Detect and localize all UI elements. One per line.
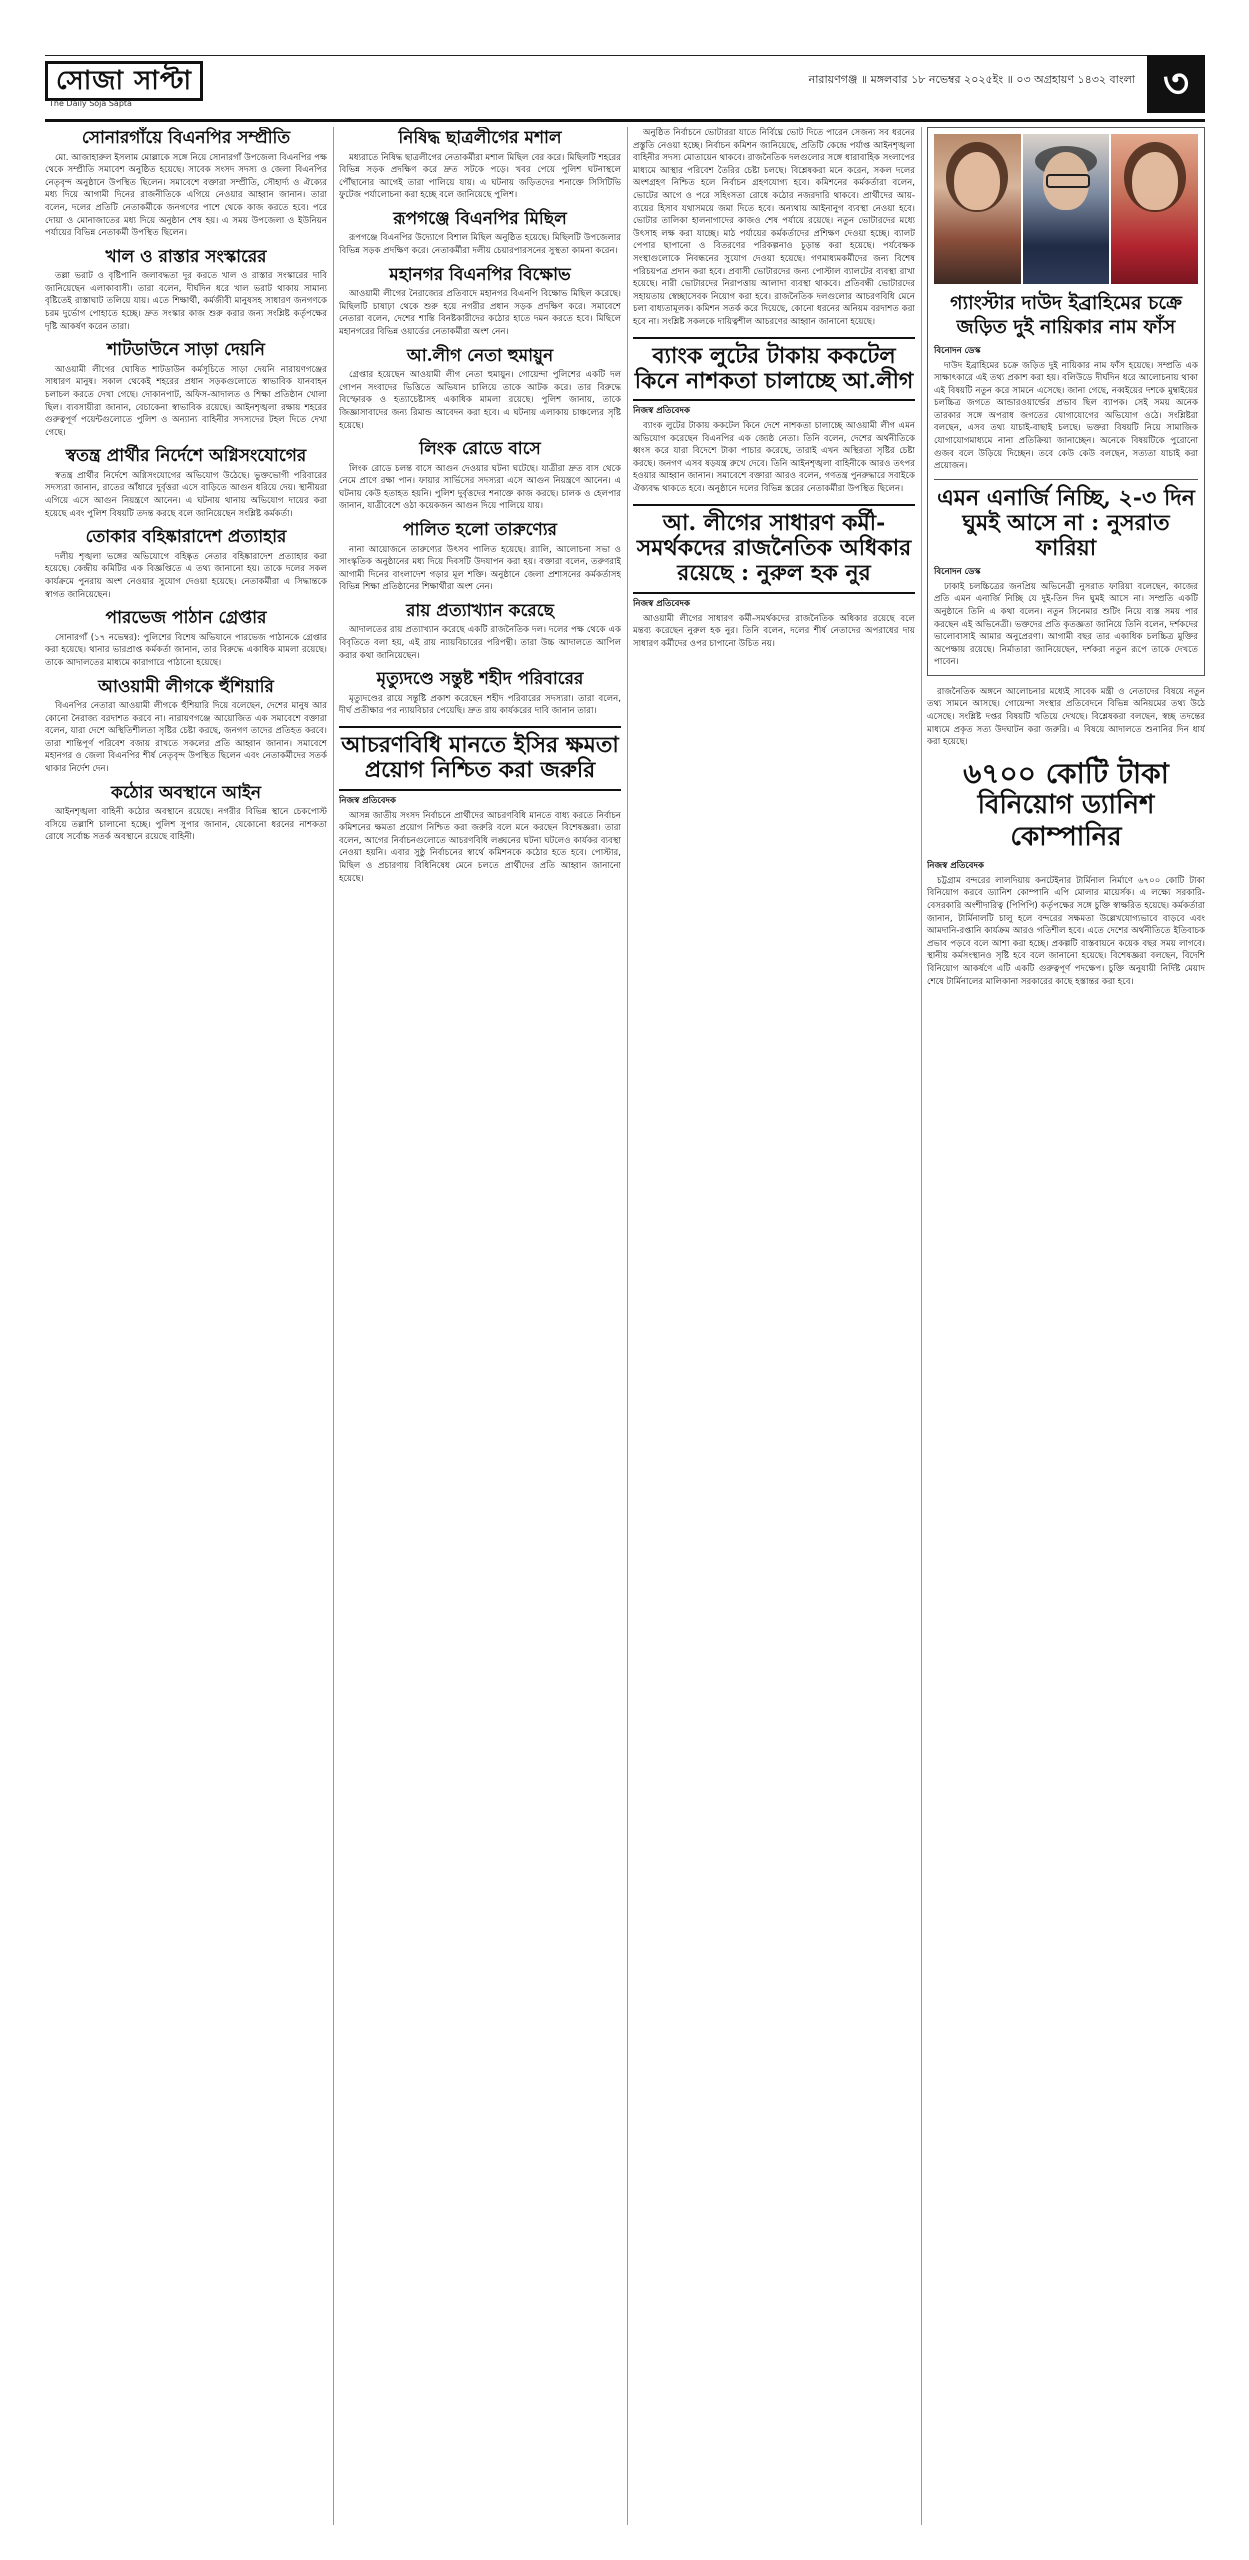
headline: রূপগঞ্জে বিএনপির মিছিল (393, 208, 567, 229)
column-divider (333, 127, 334, 2525)
story-rupganj (339, 210, 621, 258)
headline: আচরণবিধি মানতে ইসির ক্ষমতা প্রয়োগ নিশ্চিত করা জরুরি (339, 726, 621, 791)
column-divider (921, 127, 922, 2525)
story-martyr-family (339, 670, 621, 718)
headline: স্বতন্ত্র প্রার্থীর নির্দেশে অগ্নিসংযোগের (65, 446, 307, 467)
feature-body: দাউদ ইব্রাহিমের চক্রে জড়িত দুই নায়িকার নাম ফাঁস হয়েছে। সম্প্রতি এক সাক্ষাৎকারে এই তথ্য প্রকাশ করা হয়। বলিউডে দীর্ঘদিন ধরে আলোচনায় থাকা এই বিষয়টি নতুন করে সামনে এসেছে। জানা গেছে, নব্বইয়ের দশকে মুম্বাইয়ের চলচ্চিত্র জগতে আন্ডারওয়ার্ল্ডের প্রভাব ছিল ব্যাপক। সেই সময় অনেক তারকার সঙ্গে অপরাধ জগতের যোগাযোগের অভিযোগ ওঠে। সংশ্লিষ্টরা বলছেন, এসব তথ্য যাচাই-বাছাই চলছে। ভক্তরা বিষয়টি নিয়ে সামাজিক যোগাযোগমাধ্যমে নানা প্রতিক্রিয়া জানাচ্ছেন। অনেকে বিষয়টিকে পুরোনো গুজব বলে উড়িয়ে দিচ্ছেন। তবে কেউ কেউ বলছেন, সত্যতা যাচাই করা প্রয়োজন। (934, 360, 1198, 472)
headline: মৃত্যুদণ্ডে সন্তুষ্ট শহীদ পরিবারের (376, 669, 584, 690)
feature-box (927, 127, 1205, 676)
story-torch-rally (339, 129, 621, 202)
newspaper-page (45, 55, 1205, 2525)
divider (934, 479, 1198, 480)
headline (927, 757, 1205, 853)
story-body: রূপগঞ্জে বিএনপির উদ্যোগে বিশাল মিছিল অনুষ্ঠিত হয়েছে। মিছিলটি উপজেলার বিভিন্ন সড়ক প্রদক্ষিণ করে। নেতাকর্মীরা দলীয় চেয়ারপারসনের সুস্থতা কামনা করেন। (339, 233, 621, 257)
headline: পালিত হলো তারুণ্যের (402, 520, 558, 541)
story-verdict-rejected (339, 602, 621, 662)
column-divider (627, 127, 628, 2525)
headline: আ. লীগের সাধারণ কর্মী-সমর্থকদের রাজনৈতিক অধিকার রয়েছে : নুরুল হক নুর (633, 504, 915, 594)
story-law (45, 784, 327, 844)
story-body: আওয়ামী লীগের ঘোষিত শাটডাউন কর্মসূচিতে সাড়া দেয়নি নারায়ণগঞ্জের সাধারণ মানুষ। সকাল থেকেই শহরের প্রধান সড়কগুলোতে স্বাভাবিক যানবাহন চলাচল করতে দেখা গেছে। দোকানপাট, অফিস-আদালত ও শিক্ষা প্রতিষ্ঠান খোলা ছিল। ব্যবসায়ীরা জানান, বেচাকেনা স্বাভাবিক রয়েছে। আইনশৃঙ্খলা রক্ষায় শহরের গুরুত্বপূর্ণ পয়েন্টগুলোতে পুলিশ ও অন্যান্য বাহিনীর সদস্যদের টহল দিতে দেখা গেছে। (45, 364, 327, 438)
byline: নিজস্ব প্রতিবেদক (927, 860, 984, 871)
logo-text: সোজা সাপ্টা (45, 61, 203, 101)
feature-headline: গ্যাংস্টার দাউদ ইব্রাহিমের চক্রে জড়িত দুই নায়িকার নাম ফাঁস (950, 292, 1182, 338)
story-shutdown (45, 341, 327, 439)
story-body: সোনারগাঁ (১৭ নভেম্বর): পুলিশের বিশেষ অভিযানে পারভেজ পাঠানকে গ্রেপ্তার করা হয়েছে। থানার ভারপ্রাপ্ত কর্মকর্তা জানান, তার বিরুদ্ধে একাধিক মামলা রয়েছে। তাকে আদালতের মাধ্যমে কারাগারে পাঠানো হয়েছে। (45, 632, 327, 668)
story-danish-investment (927, 757, 1205, 988)
face-shape (954, 152, 1000, 210)
actress-photo-1 (934, 134, 1021, 284)
story-expulsion (45, 528, 327, 601)
headline: এমন এনার্জি নিচ্ছি, ২-৩ দিন ঘুমই আসে না : নুসরাত ফারিয়া (937, 484, 1195, 562)
column-c (633, 127, 915, 2525)
story-body: রাজনৈতিক অঙ্গনে আলোচনার মধ্যেই সাবেক মন্ত্রী ও নেতাদের বিষয়ে নতুন তথ্য সামনে আসছে। গোয়েন্দা সংস্থার প্রতিবেদনে বিভিন্ন অনিয়মের তথ্য উঠে এসেছে। সংশ্লিষ্ট দপ্তর বিষয়টি খতিয়ে দেখছে। বিশ্লেষকরা বলছেন, স্বচ্ছ তদন্তের মাধ্যমে প্রকৃত সত্য উদঘাটন করা জরুরি। এ বিষয়ে আদালতে শুনানির দিন ধার্য করা হয়েছে। (927, 686, 1205, 748)
page-number: ৩ (1147, 55, 1205, 113)
column-a (45, 127, 327, 2525)
byline: নিজস্ব প্রতিবেদক (633, 598, 690, 609)
story-body: বিএনপির নেতারা আওয়ামী লীগকে হুঁশিয়ারি দিয়ে বলেছেন, দেশের মানুষ আর কোনো নৈরাজ্য বরদাশত করবে না। নারায়ণগঞ্জে আয়োজিত এক সমাবেশে বক্তারা বলেন, যারা দেশে অস্থিতিশীলতা সৃষ্টির চেষ্টা করছে, জনগণ তাদের প্রতিহত করবে। তারা শান্তিপূর্ণ পরিবেশ বজায় রাখতে সকলের প্রতি আহ্বান জানান। সমাবেশে মহানগর ও জেলা বিএনপির শীর্ষ নেতৃবৃন্দ উপস্থিত ছিলেন এবং নেতাকর্মীদের সতর্ক থাকার নির্দেশ দেন। (45, 701, 327, 775)
actress-photo-2 (1111, 134, 1198, 284)
byline: নিজস্ব প্রতিবেদক (633, 406, 690, 417)
story-body: ব্যাংক লুটের টাকায় ককটেল কিনে দেশে নাশকতা চালাচ্ছে আওয়ামী লীগ এমন অভিযোগ করেছেন বিএনপির এক জ্যেষ্ঠ নেতা। তিনি বলেন, দেশের অর্থনীতিকে ধ্বংস করে যারা বিদেশে টাকা পাচার করেছে, তারাই এখন অস্থিরতা সৃষ্টির চেষ্টা করছে। জনগণ এসব ষড়যন্ত্র রুখে দেবে। তিনি আইনশৃঙ্খলা বাহিনীকে আরও তৎপর হওয়ার আহ্বান জানান। সমাবেশে বক্তারা আরও বলেন, গণতন্ত্র পুনরুদ্ধারে সবাইকে ঐক্যবদ্ধ থাকতে হবে। অনুষ্ঠানে দলের বিভিন্ন স্তরের নেতাকর্মীরা উপস্থিত ছিলেন। (633, 421, 915, 495)
headline: রায় প্রত্যাখ্যান করেছে (406, 600, 554, 621)
story-body: মৃত্যুদণ্ডের রায়ে সন্তুষ্টি প্রকাশ করেছেন শহীদ পরিবারের সদস্যরা। তারা বলেন, দীর্ঘ প্রতীক্ষার পর ন্যায়বিচার পেয়েছি। দ্রুত রায় কার্যকরের দাবি জানান তারা। (339, 693, 621, 717)
story-politics (927, 686, 1205, 749)
headline: সোনারগাঁয়ে বিএনপির সম্প্রীতি (81, 128, 291, 148)
story-ec-power (339, 726, 621, 885)
logo-subtitle: The Daily Soja Sapta (49, 99, 132, 108)
headline: কঠোর অবস্থানে আইন (110, 782, 262, 803)
byline: বিনোদন ডেস্ক (934, 566, 981, 577)
column-d (927, 127, 1205, 2525)
story-protest (339, 266, 621, 339)
story-body: ঢাকাই চলচ্চিত্রের জনপ্রিয় অভিনেত্রী নুসরাত ফারিয়া বলেছেন, কাজের প্রতি এমন এনার্জি নিচ্ছি যে দুই-তিন দিন ঘুমই আসে না। সম্প্রতি একটি অনুষ্ঠানে তিনি এ কথা বলেন। নতুন সিনেমার শুটিং নিয়ে ব্যস্ত সময় পার করছেন এই অভিনেত্রী। ভক্তদের প্রতি কৃতজ্ঞতা জানিয়ে তিনি বলেন, দর্শকদের ভালোবাসাই আমার অনুপ্রেরণা। আগামী বছর তার একাধিক চলচ্চিত্র মুক্তির অপেক্ষায় রয়েছে। নির্মাতারা জানিয়েছেন, দর্শকরা নতুন রূপে তাকে দেখতে পাবেন। (934, 581, 1198, 668)
face-shape (1132, 152, 1178, 210)
story-body: মো. আজাহারুল ইসলাম মোল্লাকে সঙ্গে নিয়ে সোনারগাঁ উপজেলা বিএনপির পক্ষ থেকে সম্প্রীতি সমাবেশ অনুষ্ঠিত হয়েছে। সাবেক সংসদ সদস্য ও জেলা বিএনপির নেতৃবৃন্দ অনুষ্ঠানে উপস্থিত ছিলেন। সমাবেশে বক্তারা সম্প্রীতি, সৌহার্দ্য ও ঐক্যের মধ্য দিয়ে আগামী দিনের রাজনীতিকে এগিয়ে নেওয়ার আহ্বান জানান। তারা বলেন, দলের প্রতিটি নেতাকর্মীকে জনগণের পাশে থেকে কাজ করতে হবে। পরে দোয়া ও মোনাজাতের মধ্য দিয়ে অনুষ্ঠান শেষ হয়। এ সময় উপজেলা ও ইউনিয়ন পর্যায়ের বিভিন্ন নেতাকর্মী উপস্থিত ছিলেন। (45, 152, 327, 239)
headline: আওয়ামী লীগকে হুঁশিয়ারি (98, 676, 274, 697)
story-election-prep (633, 127, 915, 329)
headline: লিংক রোডে বাসে (419, 439, 541, 460)
story-arrest (45, 609, 327, 669)
story-body: গ্রেপ্তার হয়েছেন আওয়ামী লীগ নেতা হুমায়ুন। গোয়েন্দা পুলিশের একটি দল গোপন সংবাদের ভিত্তিতে অভিযান চালিয়ে তাকে আটক করে। তার বিরুদ্ধে বিস্ফোরক ও হত্যাচেষ্টাসহ একাধিক মামলা রয়েছে। পুলিশ জানায়, তাকে জিজ্ঞাসাবাদের জন্য রিমান্ড আবেদন করা হবে। এ ঘটনায় এলাকায় চাঞ্চল্যের সৃষ্টি হয়েছে। (339, 370, 621, 431)
story-body: আইনশৃঙ্খলা বাহিনী কঠোর অবস্থানে রয়েছে। নগরীর বিভিন্ন স্থানে চেকপোস্ট বসিয়ে তল্লাশি চালানো হচ্ছে। পুলিশ সুপার জানান, যেকোনো ধরনের নাশকতা রোধে সর্বোচ্চ সতর্ক অবস্থানে রয়েছে বাহিনী। (45, 807, 327, 843)
story-body: তল্লা ভরাট ও বৃষ্টিপানি জলাবদ্ধতা দূর করতে খাল ও রাস্তার সংস্কারের দাবি জানিয়েছেন এলাকাবাসী। তারা বলেন, দীর্ঘদিন ধরে খাল ভরাট থাকায় সামান্য বৃষ্টিতেই রাস্তাঘাট তলিয়ে যায়। এতে শিক্ষার্থী, কর্মজীবী মানুষসহ সাধারণ জনগণকে চরম দুর্ভোগ পোহাতে হচ্ছে। দ্রুত সংস্কার কাজ শুরু করার জন্য সংশ্লিষ্ট কর্তৃপক্ষের দৃষ্টি আকর্ষণ করেন তারা। (45, 271, 327, 332)
headline: ব্যাংক লুটের টাকায় ককটেল কিনে নাশকতা চালাচ্ছে আ.লীগ (633, 337, 915, 402)
date-line: নারায়ণগঞ্জ ॥ মঙ্গলবার ১৮ নভেম্বর ২০২৫ইং ॥ ০৩ অগ্রহায়ণ ১৪৩২ বাংলা (808, 73, 1135, 86)
story-link-road (339, 440, 621, 513)
story-body: লিংক রোডে চলন্ত বাসে আগুন দেওয়ার ঘটনা ঘটেছে। যাত্রীরা দ্রুত বাস থেকে নেমে প্রাণে রক্ষা পান। ফায়ার সার্ভিসের সদস্যরা এসে আগুন নিয়ন্ত্রণে আনেন। এ ঘটনায় কেউ হতাহত হয়নি। পুলিশ দুর্বৃত্তদের শনাক্তে কাজ করছে। চালক ও হেলপার জানান, যাত্রীবেশে ওঠা কয়েকজন আগুন দিয়ে পালিয়ে যায়। (339, 463, 621, 512)
headline: তোকার বহিষ্কারাদেশ প্রত্যাহার (85, 527, 287, 548)
story-nur (633, 504, 915, 651)
byline: বিনোদন ডেস্ক (934, 345, 981, 356)
gangster-photo (1023, 134, 1110, 284)
masthead (45, 55, 1205, 117)
headline: মহানগর বিএনপির বিক্ষোভ (389, 264, 571, 285)
story-body: স্বতন্ত্র প্রার্থীর নির্দেশে অগ্নিসংযোগের অভিযোগ উঠেছে। ভুক্তভোগী পরিবারের সদস্যরা জানান, রাতের আঁধারে দুর্বৃত্তরা এসে বাড়িতে আগুন ধরিয়ে দেয়। স্থানীয়রা এগিয়ে এসে আগুন নিয়ন্ত্রণে আনেন। এ ঘটনায় থানায় অভিযোগ দায়ের করা হয়েছে এবং পুলিশ বিষয়টি তদন্ত করছে বলে জানিয়েছেন সংশ্লিষ্ট কর্মকর্তা। (45, 470, 327, 519)
story-body: আসন্ন জাতীয় সংসদ নির্বাচনে প্রার্থীদের আচরণবিধি মানতে বাধ্য করতে নির্বাচন কমিশনের ক্ষমতা প্রয়োগ নিশ্চিত করা জরুরি বলে মনে করছেন বিশেষজ্ঞরা। তারা বলেন, আগের নির্বাচনগুলোতে আচরণবিধি লঙ্ঘনের ঘটনা ঘটলেও কার্যকর ব্যবস্থা নেওয়া হয়নি। এবার সুষ্ঠু নির্বাচনের স্বার্থে কমিশনকে কঠোর হতে হবে। পোস্টার, মিছিল ও প্রচারণায় বিধিনিষেধ মেনে চলতে প্রার্থীদের প্রতি আহ্বান জানানো হয়েছে। (339, 810, 621, 884)
masthead-rule (45, 119, 1205, 122)
story-body: আওয়ামী লীগের সাধারণ কর্মী-সমর্থকদের রাজনৈতিক অধিকার রয়েছে বলে মন্তব্য করেছেন নুরুল হক নুর। তিনি বলেন, দলের শীর্ষ নেতাদের অপরাধের দায় সাধারণ কর্মীদের ওপর চাপানো উচিত নয়। (633, 613, 915, 649)
byline: নিজস্ব প্রতিবেদক (339, 795, 396, 806)
story-body: আদালতের রায় প্রত্যাখ্যান করেছে একটি রাজনৈতিক দল। দলের পক্ষ থেকে এক বিবৃতিতে বলা হয়, এই রায় ন্যায়বিচারের পরিপন্থী। তারা উচ্চ আদালতে আপিল করার কথা জানিয়েছেন। (339, 625, 621, 661)
glasses-icon (1046, 174, 1090, 188)
story-youth (339, 521, 621, 594)
headline: খাল ও রাস্তার সংস্কারের (105, 246, 267, 267)
column-b (339, 127, 621, 2525)
feature-photo-strip (934, 134, 1198, 284)
headline: আ.লীগ নেতা হুমায়ুন (406, 345, 554, 366)
story-canal-repair (45, 248, 327, 334)
story-warning (45, 678, 327, 776)
headline-line-2: বিনিয়োগ ড্যানিশ কোম্পানির (977, 790, 1155, 852)
newspaper-logo (45, 61, 295, 111)
top-rule (45, 55, 1205, 56)
headline: নিষিদ্ধ ছাত্রলীগের মশাল (398, 128, 562, 148)
story-body: অনুষ্ঠিত নির্বাচনে ভোটাররা যাতে নির্বিঘ্নে ভোট দিতে পারেন সেজন্য সব ধরনের প্রস্তুতি নেওয়া হচ্ছে। নির্বাচন কমিশন জানিয়েছে, প্রতিটি কেন্দ্রে পর্যাপ্ত আইনশৃঙ্খলা বাহিনীর সদস্য মোতায়েন থাকবে। রাজনৈতিক দলগুলোর সঙ্গে ধারাবাহিক সংলাপের মাধ্যমে আস্থার পরিবেশ তৈরির চেষ্টা চলছে। বিশ্লেষকরা মনে করেন, সকল দলের অংশগ্রহণ নিশ্চিত হলে নির্বাচন গ্রহণযোগ্য হবে। কমিশনের কর্মকর্তারা বলেন, ভোটের আগে ও পরে সহিংসতা রোধে কঠোর নজরদারি থাকবে। প্রার্থীদের আয়-ব্যয়ের হিসাব যথাসময়ে জমা দিতে হবে। অন্যথায় আইনানুগ ব্যবস্থা নেওয়া হবে। ভোটার তালিকা হালনাগাদের কাজও শেষ পর্যায়ে রয়েছে। নতুন ভোটারদের মধ্যে উৎসাহ লক্ষ করা যাচ্ছে। মাঠ পর্যায়ের কর্মকর্তাদের প্রশিক্ষণ দেওয়া হচ্ছে। ব্যালট পেপার ছাপানো ও বিতরণের পরিকল্পনাও চূড়ান্ত করা হয়েছে। পর্যবেক্ষক সংস্থাগুলোকে নিবন্ধনের সুযোগ দেওয়া হয়েছে। গণমাধ্যমকর্মীদের জন্য বিশেষ পরিচয়পত্র প্রদান করা হবে। প্রবাসী ভোটারদের জন্য পোস্টাল ব্যালটের ব্যবস্থা রাখা হয়েছে। নারী ভোটারদের নিরাপত্তায় আলাদা ব্যবস্থা থাকবে। প্রতিবন্ধী ভোটারদের সহায়তায় স্বেচ্ছাসেবক নিয়োগ করা হবে। রাজনৈতিক দলগুলোর আচরণবিধি মেনে চলা বাধ্যতামূলক। কমিশন সতর্ক করে দিয়েছে, কোনো ধরনের অনিয়ম বরদাশত করা হবে না। সংশ্লিষ্ট সকলকে দায়িত্বশীল আচরণের আহ্বান জানানো হয়েছে। (633, 128, 915, 327)
story-bank-loot (633, 337, 915, 496)
headline: পারভেজ পাঠান গ্রেপ্তার (105, 608, 267, 629)
story-arson (45, 447, 327, 520)
headline-line-1: ৬৭০০ কোটি টাকা (963, 756, 1169, 790)
story-humayun (339, 347, 621, 433)
story-body: নানা আয়োজনে তারুণ্যের উৎসব পালিত হয়েছে। র‍্যালি, আলোচনা সভা ও সাংস্কৃতিক অনুষ্ঠানের মধ্য দিয়ে দিবসটি উদযাপন করা হয়। বক্তারা বলেন, তরুণরাই আগামী দিনের বাংলাদেশ গড়ার মূল শক্তি। অনুষ্ঠানে জেলা প্রশাসনের কর্মকর্তাসহ বিভিন্ন শিক্ষা প্রতিষ্ঠানের শিক্ষার্থীরা অংশ নেন। (339, 544, 621, 593)
story-body: চট্টগ্রাম বন্দরের লালদিয়ায় কনটেইনার টার্মিনাল নির্মাণে ৬৭০০ কোটি টাকা বিনিয়োগ করবে ড্যানিশ কোম্পানি এপি মোলার মায়ের্সক। এ লক্ষ্যে সরকারি-বেসরকারি অংশীদারিত্ব (পিপিপি) কর্তৃপক্ষের সঙ্গে চুক্তি স্বাক্ষরিত হয়েছে। কর্মকর্তারা জানান, টার্মিনালটি চালু হলে বন্দরের সক্ষমতা উল্লেখযোগ্যভাবে বাড়বে এবং আমদানি-রপ্তানি কার্যক্রম আরও গতিশীল হবে। এতে দেশের অর্থনীতিতে ইতিবাচক প্রভাব পড়বে বলে আশা করা হচ্ছে। প্রকল্পটি বাস্তবায়নে কয়েক বছর সময় লাগবে। স্থানীয় কর্মসংস্থানও সৃষ্টি হবে বলে জানানো হয়েছে। বিশেষজ্ঞরা বলছেন, বিদেশি বিনিয়োগ আকর্ষণে এটি একটি গুরুত্বপূর্ণ পদক্ষেপ। চুক্তি অনুযায়ী নির্দিষ্ট মেয়াদ শেষে টার্মিনালের মালিকানা সরকারের কাছে হস্তান্তর করা হবে। (927, 875, 1205, 987)
headline: শাটডাউনে সাড়া দেয়নি (107, 340, 265, 361)
story-body: দলীয় শৃঙ্খলা ভঙ্গের অভিযোগে বহিষ্কৃত নেতার বহিষ্কারাদেশ প্রত্যাহার করা হয়েছে। কেন্দ্রীয় কমিটির এক বিজ্ঞপ্তিতে এ তথ্য জানানো হয়। তাকে দলের সকল কার্যক্রমে পুনরায় অংশ নেওয়ার সুযোগ দেওয়া হয়েছে। নেতাকর্মীরা এ সিদ্ধান্তকে স্বাগত জানিয়েছেন। (45, 551, 327, 600)
story-sonargaon (45, 129, 327, 240)
story-body: আওয়ামী লীগের নৈরাজ্যের প্রতিবাদে মহানগর বিএনপি বিক্ষোভ মিছিল করেছে। মিছিলটি চাষাঢ়া থেকে শুরু হয়ে নগরীর প্রধান সড়ক প্রদক্ষিণ করে। সমাবেশে নেতারা বলেন, দেশের শান্তি বিনষ্টকারীদের কঠোর হাতে দমন করতে হবে। মিছিলে মহানগরের বিভিন্ন ওয়ার্ডের নেতাকর্মীরা অংশ নেন। (339, 289, 621, 337)
story-body: মধ্যরাতে নিষিদ্ধ ছাত্রলীগের নেতাকর্মীরা মশাল মিছিল বের করে। মিছিলটি শহরের বিভিন্ন সড়ক প্রদক্ষিণ করে দ্রুত সটকে পড়ে। খবর পেয়ে পুলিশ ঘটনাস্থলে পৌঁছানোর আগেই তারা পালিয়ে যায়। এ ঘটনায় জড়িতদের শনাক্তে সিসিটিভি ফুটেজ পর্যালোচনা করা হচ্ছে বলে জানিয়েছে পুলিশ। (339, 152, 621, 201)
